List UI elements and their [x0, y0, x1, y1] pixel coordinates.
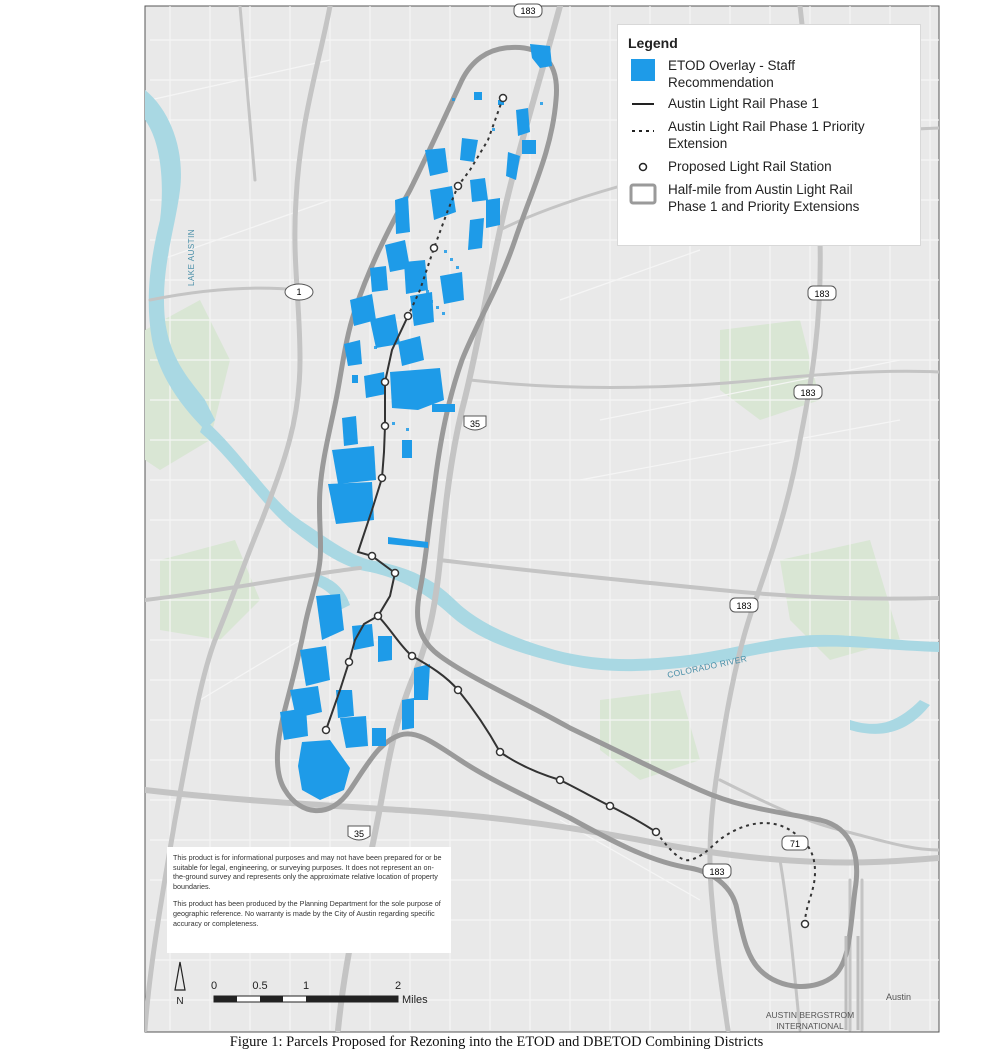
shield-us-183-top-text: 183	[520, 6, 536, 16]
shield-us-183-top	[514, 4, 542, 17]
buffer-box-icon	[628, 181, 658, 207]
legend-label-buffer: Half-mile from Austin Light Rail Phase 1 and Priority Extensions	[668, 182, 860, 214]
legend-label-rail: Austin Light Rail Phase 1	[668, 96, 819, 111]
shield-i35-b-text: 35	[353, 829, 365, 839]
scale-unit: Miles	[402, 994, 428, 1006]
legend-panel	[617, 24, 921, 246]
solid-line-icon	[628, 95, 658, 112]
shield-hwy-1	[285, 284, 313, 300]
shield-hwy-1-text: 1	[296, 287, 302, 297]
disclaimer-paragraph-1: This product is for informational purposes and may not have been prepared for or be suitable for legal, engineering, or surveying purposes. It does not represent an on-the-ground survey and represents only the approximate relative location of property boundaries.	[173, 853, 442, 891]
scale-tick-2: 2	[394, 980, 402, 992]
scale-tick-1: 1	[302, 980, 310, 992]
shield-us-183-d-text: 183	[736, 601, 752, 611]
shield-us-183-b	[808, 286, 836, 300]
north-arrow-label: N	[176, 996, 184, 1007]
shield-us-183-e	[703, 864, 731, 878]
shield-i35-a	[464, 416, 486, 430]
shield-us-183-e-text: 183	[709, 867, 725, 877]
label-colorado-river: COLORADO RIVER	[666, 653, 748, 680]
legend-label-etod: ETOD Overlay - Staff Recommendation	[668, 58, 796, 90]
disclaimer-box	[167, 847, 451, 953]
legend-title: Legend	[628, 35, 678, 51]
shield-us-183-b-text: 183	[814, 289, 830, 299]
disclaimer-paragraph-2: This product has been produced by the Planning Department for the sole purpose of geographic reference. No warranty is made by the City of Austin regarding specific accuracy or completeness.	[173, 899, 441, 928]
legend-item-rail	[628, 95, 910, 112]
shield-sh-71	[782, 836, 808, 850]
legend-label-station: Proposed Light Rail Station	[668, 159, 832, 174]
shield-us-183-d	[730, 598, 758, 612]
legend-item-station	[628, 158, 910, 175]
shield-i35-b	[348, 826, 370, 840]
scale-tick-0: 0	[210, 980, 218, 992]
figure-caption: Figure 1: Parcels Proposed for Rezoning into the ETOD and DBETOD Combining Districts	[229, 1034, 764, 1050]
scale-tick-0-5: 0.5	[252, 980, 268, 992]
legend-item-etod	[628, 57, 910, 91]
shield-sh-71-text: 71	[789, 839, 801, 849]
shield-us-183-c-text: 183	[800, 388, 816, 398]
label-airport-line2: INTERNATIONAL	[776, 1021, 844, 1031]
shield-i35-a-text: 35	[469, 419, 481, 429]
station-circle-icon	[628, 158, 658, 175]
etod-swatch-icon	[628, 57, 658, 83]
legend-item-buffer	[628, 181, 910, 215]
label-lake-austin: LAKE AUSTIN	[187, 228, 196, 286]
label-airport-line1: AUSTIN BERGSTROM	[765, 1010, 855, 1020]
legend-label-extension: Austin Light Rail Phase 1 Priority Extension	[668, 119, 865, 151]
shield-us-183-c	[794, 385, 822, 399]
dotted-line-icon	[628, 118, 658, 144]
legend-item-extension	[628, 118, 910, 152]
label-austin: Austin	[886, 992, 912, 1002]
